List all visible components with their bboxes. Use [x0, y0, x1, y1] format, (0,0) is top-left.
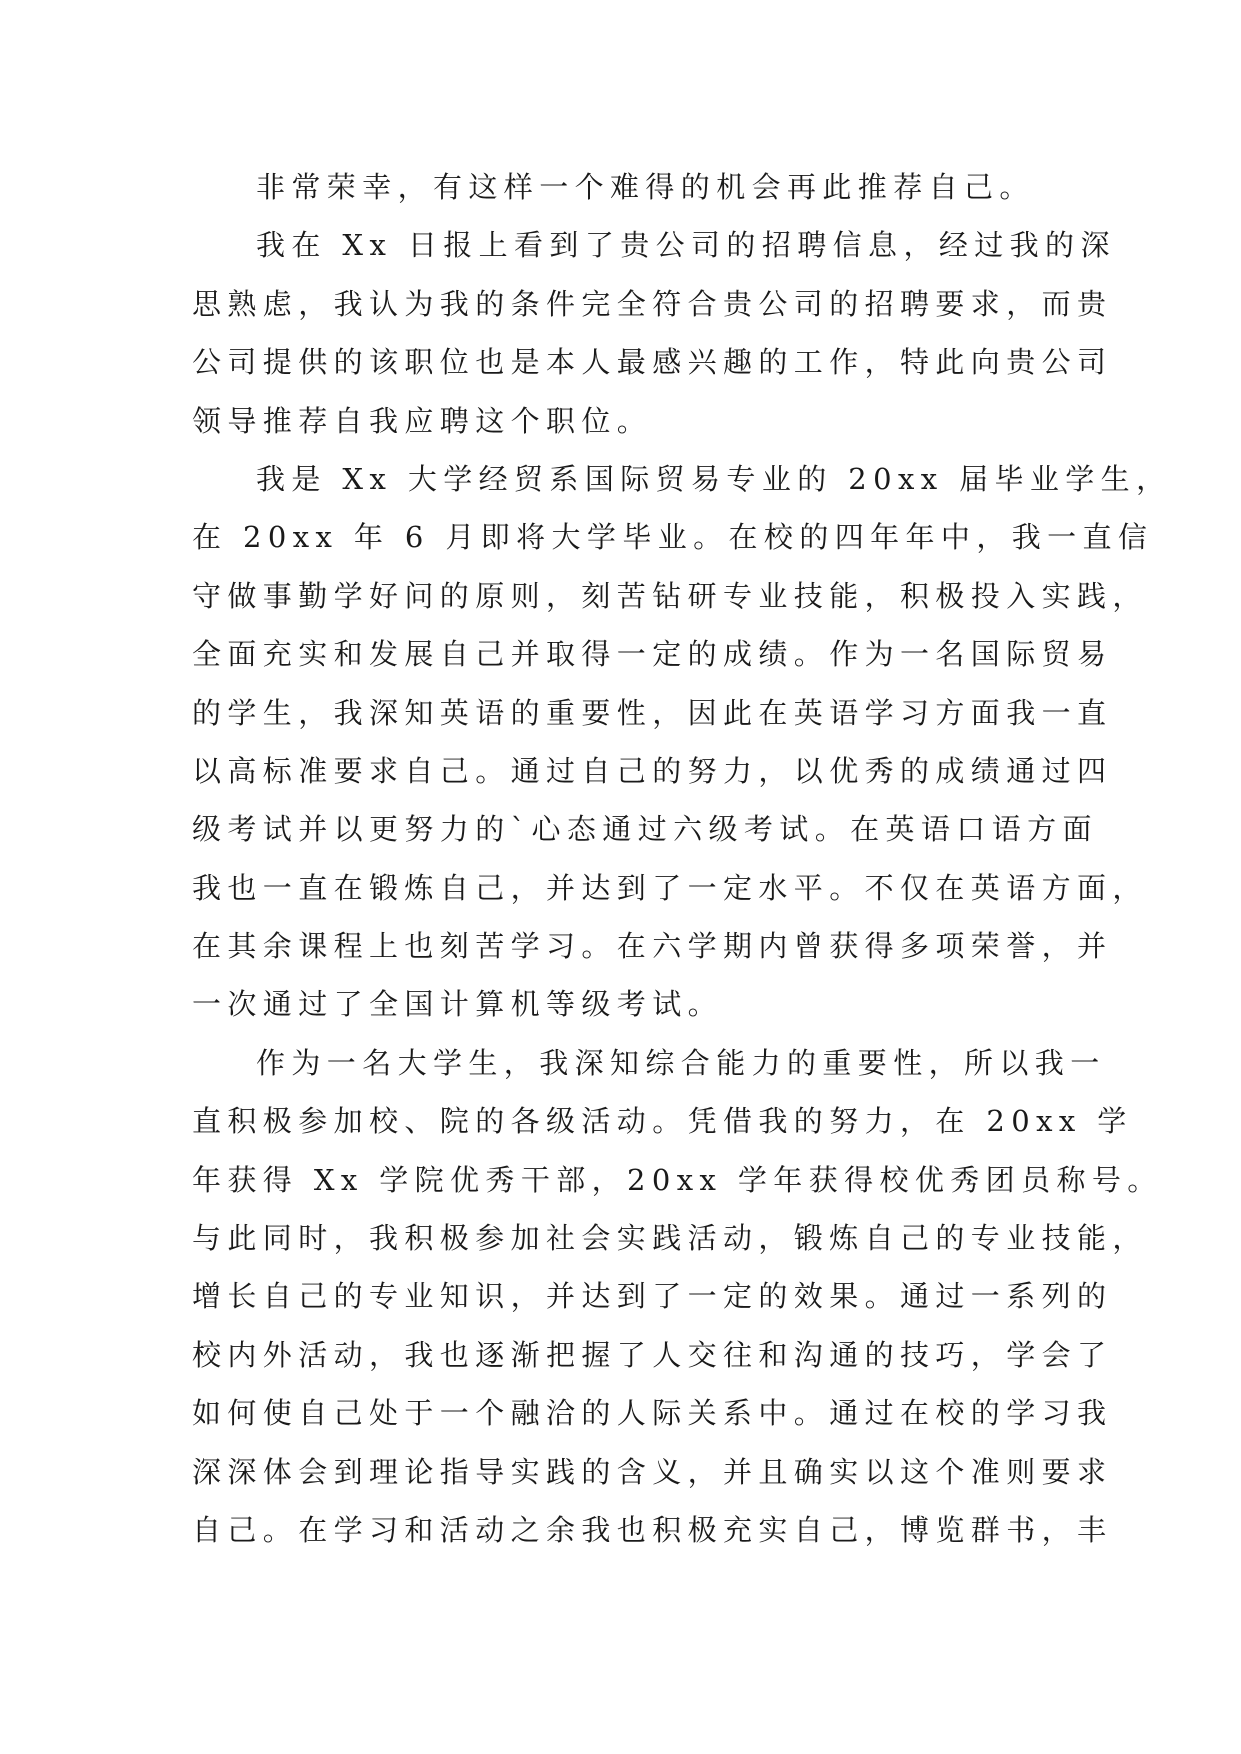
paragraph-3-line-4: 全面充实和发展自己并取得一定的成绩。作为一名国际贸易 — [192, 637, 1113, 672]
paragraph-4-line-6: 校内外活动，我也逐渐把握了人交往和沟通的技巧，学会了 — [192, 1337, 1113, 1372]
paragraph-3-line-7: 级考试并以更努力的`心态通过六级考试。在英语口语方面 — [192, 812, 1098, 847]
paragraph-4-line-5: 增长自己的专业知识，并达到了一定的效果。通过一系列的 — [192, 1279, 1113, 1314]
paragraph-1-line-1: 非常荣幸，有这样一个难得的机会再此推荐自己。 — [256, 170, 1035, 204]
paragraph-4-line-1: 作为一名大学生，我深知综合能力的重要性，所以我一 — [256, 1045, 1106, 1080]
paragraph-3-line-5: 的学生，我深知英语的重要性，因此在英语学习方面我一直 — [192, 695, 1113, 730]
paragraph-3-line-9: 在其余课程上也刻苦学习。在六学期内曾获得多项荣誉，并 — [192, 929, 1113, 964]
paragraph-3-line-10: 一次通过了全国计算机等级考试。 — [192, 987, 724, 1022]
paragraph-3-line-6: 以高标准要求自己。通过自己的努力，以优秀的成绩通过四 — [192, 753, 1113, 788]
paragraph-3-line-3: 守做事勤学好问的原则，刻苦钻研专业技能，积极投入实践， — [192, 578, 1148, 613]
paragraph-2-line-3: 公司提供的该职位也是本人最感兴趣的工作，特此向贵公司 — [192, 345, 1113, 380]
paragraph-4-line-2: 直积极参加校、院的各级活动。凭借我的努力，在 20xx 学 — [192, 1104, 1133, 1139]
paragraph-2-line-2: 思熟虑，我认为我的条件完全符合贵公司的招聘要求，而贵 — [192, 286, 1113, 321]
paragraph-4-line-9: 自己。在学习和活动之余我也积极充实自己，博览群书，丰 — [192, 1512, 1113, 1547]
paragraph-3-line-8: 我也一直在锻炼自己，并达到了一定水平。不仅在英语方面， — [192, 870, 1148, 905]
letter-body — [192, 158, 1172, 1559]
paragraph-2-line-1: 我在 Xx 日报上看到了贵公司的招聘信息，经过我的深 — [256, 228, 1116, 263]
paragraph-4-line-8: 深深体会到理论指导实践的含义，并且确实以这个准则要求 — [192, 1454, 1113, 1489]
paragraph-3-line-2: 在 20xx 年 6 月即将大学毕业。在校的四年年中，我一直信 — [192, 520, 1154, 555]
paragraph-2-line-4: 领导推荐自我应聘这个职位。 — [192, 403, 653, 438]
paragraph-4-line-7: 如何使自己处于一个融洽的人际关系中。通过在校的学习我 — [192, 1396, 1113, 1431]
paragraph-3-line-1: 我是 Xx 大学经贸系国际贸易专业的 20xx 届毕业学生， — [256, 461, 1172, 496]
paragraph-4-line-4: 与此同时，我积极参加社会实践活动，锻炼自己的专业技能， — [192, 1221, 1148, 1256]
paragraph-4-line-3: 年获得 Xx 学院优秀干部，20xx 学年获得校优秀团员称号。 — [192, 1162, 1163, 1197]
